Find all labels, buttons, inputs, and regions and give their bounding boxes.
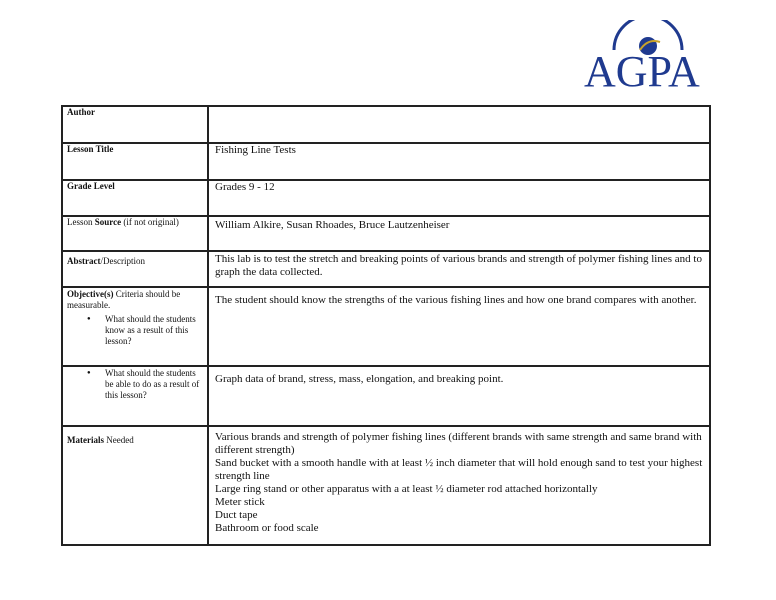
lesson-plan-table <box>61 105 711 546</box>
able-bullet: ● What should the students be able to do as a result of this lesson? <box>105 368 203 401</box>
lesson-title-label: Lesson Title <box>67 144 114 154</box>
abstract-value: This lab is to test the stretch and breaking points of various brands and strength of polymer fishing lines and to graph the data collected. <box>208 251 710 287</box>
able-label <box>62 366 208 426</box>
lesson-source-value: William Alkire, Susan Rhoades, Bruce Lautzenheiser <box>208 216 710 251</box>
author-label: Author <box>67 107 96 117</box>
materials-item: Large ring stand or other apparatus with a at least ½ diameter rod attached horizontally <box>215 483 598 495</box>
materials-item: Sand bucket with a smooth handle with at least ½ inch diameter that will hold enough sand to test your highest strength line <box>215 457 703 482</box>
materials-item: Various brands and strength of polymer fishing lines (different brands with same strength and same brand with different strength) <box>215 431 702 456</box>
row-able <box>62 366 710 426</box>
materials-item: Bathroom or food scale <box>215 522 319 534</box>
lesson-title-value: Fishing Line Tests <box>215 144 296 156</box>
row-lesson-title <box>62 143 710 180</box>
row-author <box>62 106 710 143</box>
author-value <box>208 106 710 143</box>
grade-level-label: Grade Level <box>67 181 115 191</box>
materials-item: Meter stick <box>215 496 265 508</box>
row-materials <box>62 426 710 545</box>
materials-label: Materials Needed <box>67 435 134 445</box>
row-abstract <box>62 251 710 287</box>
agpa-logo <box>584 20 712 90</box>
objectives-label: Objective(s) Criteria should be measurable. ● What should the students know as a result of this lesson? <box>62 287 208 366</box>
lesson-source-label: Lesson Source (if not original) <box>67 217 179 227</box>
materials-item: Duct tape <box>215 509 258 521</box>
objectives-value: The student should know the strengths of the various fishing lines and how one brand compares with another. <box>208 287 710 366</box>
grade-level-value: Grades 9 - 12 <box>215 181 275 193</box>
row-objectives <box>62 287 710 366</box>
logo-text: AGPA <box>584 47 700 90</box>
able-value: Graph data of brand, stress, mass, elongation, and breaking point. <box>208 366 710 426</box>
row-grade-level <box>62 180 710 216</box>
abstract-label: Abstract /Description <box>67 256 145 266</box>
objectives-bullet: ● What should the students know as a result of this lesson? <box>105 314 203 347</box>
materials-list <box>208 426 710 545</box>
row-lesson-source <box>62 216 710 251</box>
